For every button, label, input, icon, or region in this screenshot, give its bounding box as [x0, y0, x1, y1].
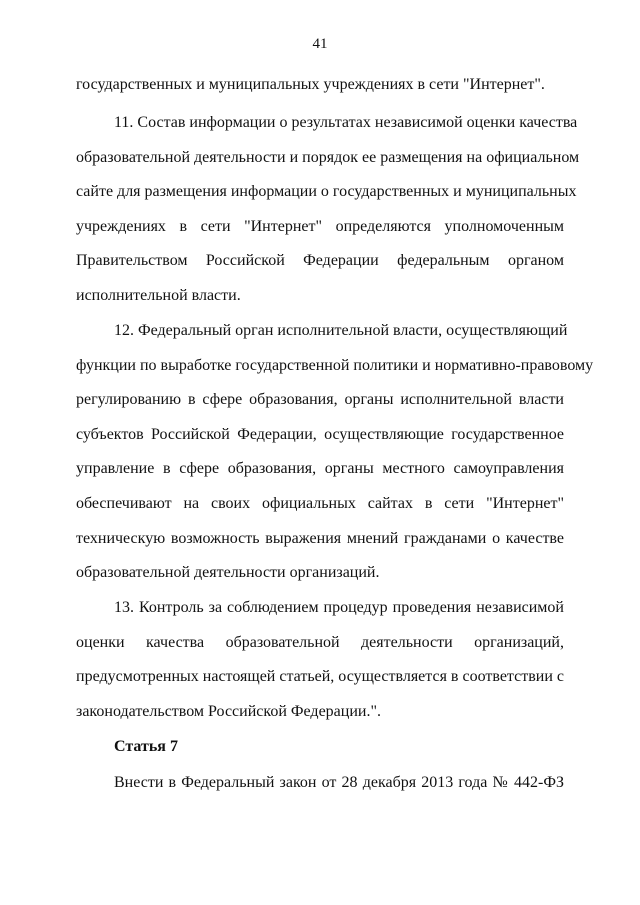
- text-line: функции по выработке государственной политики и нормативно-правовому: [76, 357, 594, 374]
- text-line: Внести в Федеральный закон от 28 декабря 2013 года № 442-ФЗ: [114, 774, 564, 791]
- text-line: обеспечивают на своих официальных сайтах в сети "Интернет": [76, 495, 564, 512]
- article-heading: Статья 7: [114, 738, 178, 755]
- text-line: учреждениях в сети "Интернет" определяются уполномоченным: [76, 218, 564, 235]
- text-line: исполнительной власти.: [76, 287, 241, 304]
- text-line: 12. Федеральный орган исполнительной власти, осуществляющий: [114, 322, 568, 339]
- text-line: субъектов Российской Федерации, осуществляющие государственное: [76, 426, 564, 443]
- text-line: сайте для размещения информации о государственных и муниципальных: [76, 183, 577, 200]
- text-line: предусмотренных настоящей статьей, осуществляется в соответствии с: [76, 668, 564, 685]
- text-line: управление в сфере образования, органы местного самоуправления: [76, 460, 564, 477]
- text-line: государственных и муниципальных учреждениях в сети "Интернет".: [76, 76, 545, 93]
- text-line: регулированию в сфере образования, органы исполнительной власти: [76, 391, 564, 408]
- text-line: образовательной деятельности организаций.: [76, 564, 380, 581]
- text-line: Правительством Российской Федерации федеральным органом: [76, 252, 564, 269]
- page-number: 41: [312, 36, 328, 52]
- text-line: 11. Состав информации о результатах независимой оценки качества: [114, 114, 578, 131]
- text-line: законодательством Российской Федерации.".: [76, 703, 381, 720]
- text-line: оценки качества образовательной деятельности организаций,: [76, 634, 564, 651]
- text-line: образовательной деятельности и порядок ее размещения на официальном: [76, 149, 580, 166]
- text-line: техническую возможность выражения мнений гражданами о качестве: [76, 530, 564, 547]
- text-line: 13. Контроль за соблюдением процедур проведения независимой: [114, 599, 564, 616]
